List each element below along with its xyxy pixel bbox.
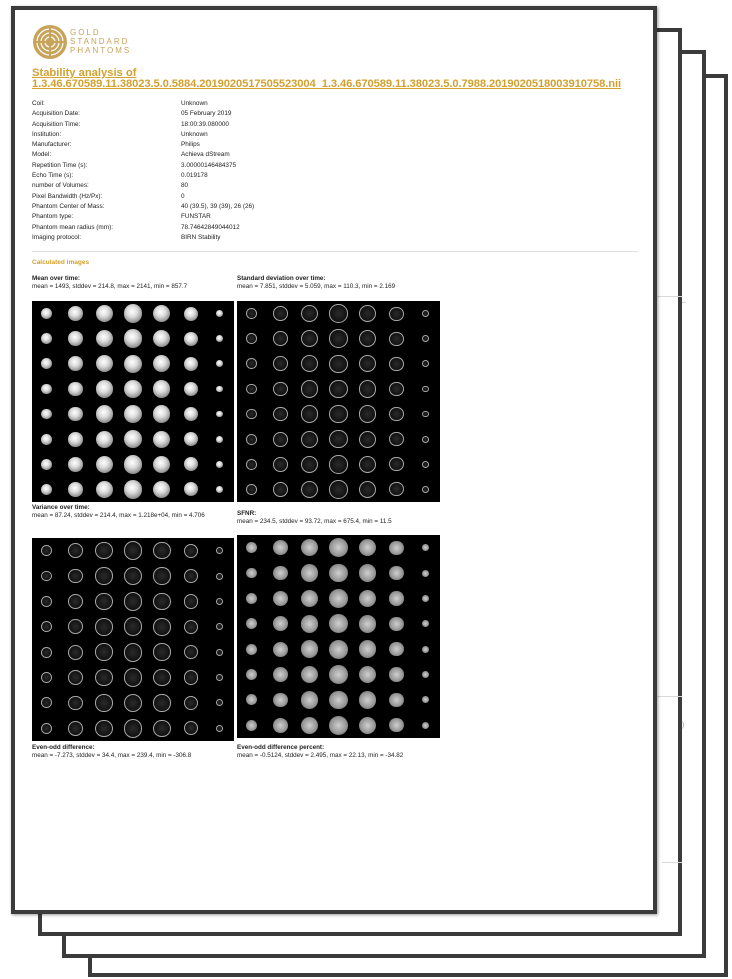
- slice-tile: [389, 332, 403, 346]
- title-line-1: Stability analysis of: [32, 67, 137, 79]
- slice-tile: [96, 380, 113, 397]
- slice-tile: [359, 456, 376, 473]
- slice-tile: [273, 382, 288, 397]
- slice-tile: [124, 617, 143, 636]
- sfnr-image: [237, 535, 440, 738]
- slice-tile: [68, 407, 83, 422]
- metadata-key: Pixel Bandwidth (Hz/Px):: [32, 192, 103, 200]
- slice-tile: [124, 567, 143, 586]
- slice-tile: [68, 619, 83, 634]
- metadata-value: 05 February 2019: [181, 110, 232, 118]
- metadata-value: Unknown: [181, 130, 208, 138]
- slice-tile: [273, 331, 288, 346]
- slice-tile: [41, 596, 52, 607]
- slice-tile: [246, 593, 257, 604]
- slice-tile: [68, 306, 83, 321]
- slice-tile: [359, 330, 376, 347]
- slice-tile: [216, 598, 223, 605]
- slice-tile: [329, 430, 348, 449]
- metadata-value: Achieva dStream: [181, 151, 230, 159]
- slice-tile: [153, 305, 170, 322]
- metadata-value: 80: [181, 182, 189, 190]
- metadata-key: number of Volumes:: [32, 182, 89, 190]
- slice-tile: [153, 456, 170, 473]
- slice-tile: [95, 618, 112, 635]
- logo-line-1: GOLD: [70, 28, 101, 37]
- slice-tile: [389, 482, 403, 496]
- section-divider: [32, 251, 638, 252]
- metadata-value: Philips: [181, 141, 200, 149]
- slice-tile: [68, 543, 83, 558]
- slice-tile: [301, 615, 318, 632]
- slice-tile: [41, 484, 52, 495]
- slice-tile: [68, 721, 83, 736]
- slice-tile: [153, 330, 170, 347]
- evenodd-stats: mean = -7.273, stddev = 34.4, max = 239.4, min = -306.8: [32, 751, 192, 759]
- slice-tile: [216, 411, 223, 418]
- slice-tile: [153, 694, 170, 711]
- slice-tile: [273, 306, 288, 321]
- slice-tile: [68, 382, 83, 397]
- metadata-value: 0.019178: [181, 172, 208, 180]
- slice-tile: [124, 541, 143, 560]
- slice-tile: [124, 380, 143, 399]
- slice-tile: [124, 719, 143, 738]
- slice-tile: [184, 307, 198, 321]
- slice-tile: [153, 669, 170, 686]
- slice-tile: [422, 461, 429, 468]
- slice-tile: [246, 434, 257, 445]
- slice-tile: [246, 720, 257, 731]
- slice-tile: [246, 459, 257, 470]
- slice-tile: [359, 717, 376, 734]
- slice-tile: [216, 573, 223, 580]
- slice-tile: [422, 335, 429, 342]
- variance-stats: mean = 87.24, stddev = 214.4, max = 1.218e+04, min = 4.706: [32, 511, 205, 519]
- slice-tile: [153, 431, 170, 448]
- slice-tile: [41, 672, 52, 683]
- slice-tile: [301, 717, 318, 734]
- slice-tile: [124, 355, 143, 374]
- slice-tile: [273, 407, 288, 422]
- slice-tile: [246, 644, 257, 655]
- slice-tile: [359, 431, 376, 448]
- slice-tile: [216, 360, 223, 367]
- slice-tile: [184, 620, 198, 634]
- slice-tile: [184, 482, 198, 496]
- slice-tile: [246, 568, 257, 579]
- slice-tile: [96, 481, 113, 498]
- stddev-stats: mean = 7.851, stddev = 5.059, max = 110.3, min = 2.169: [237, 282, 396, 290]
- slice-tile: [422, 646, 429, 653]
- slice-tile: [359, 355, 376, 372]
- metadata-key: Manufacturer:: [32, 141, 72, 149]
- slice-tile: [68, 696, 83, 711]
- slice-tile: [329, 538, 348, 557]
- slice-tile: [41, 459, 52, 470]
- slice-tile: [422, 544, 429, 551]
- slice-tile: [422, 411, 429, 418]
- slice-tile: [184, 357, 198, 371]
- metadata-key: Phantom mean radius (mm):: [32, 223, 113, 231]
- section-heading: Calculated images: [32, 259, 90, 266]
- slice-tile: [301, 539, 318, 556]
- metadata-value: FUNSTAR: [181, 213, 211, 221]
- slice-tile: [124, 592, 143, 611]
- metadata-value: 3.00000146484375: [181, 161, 237, 169]
- slice-tile: [95, 720, 112, 737]
- slice-tile: [153, 542, 170, 559]
- evenodd-label: Even-odd difference:: [32, 744, 95, 751]
- slice-tile: [422, 386, 429, 393]
- slice-tile: [301, 305, 318, 322]
- slice-tile: [329, 640, 348, 659]
- slice-tile: [41, 333, 52, 344]
- metadata-key: Imaging protocol:: [32, 233, 82, 241]
- slice-tile: [329, 665, 348, 684]
- slice-tile: [246, 384, 257, 395]
- slice-tile: [41, 434, 52, 445]
- slice-tile: [184, 332, 198, 346]
- slice-tile: [422, 570, 429, 577]
- slice-tile: [216, 386, 223, 393]
- slice-tile: [359, 590, 376, 607]
- slice-tile: [216, 436, 223, 443]
- slice-tile: [329, 304, 348, 323]
- slice-tile: [68, 482, 83, 497]
- slice-tile: [41, 571, 52, 582]
- slice-tile: [246, 694, 257, 705]
- slice-tile: [216, 335, 223, 342]
- slice-tile: [41, 384, 52, 395]
- slice-tile: [246, 618, 257, 629]
- slice-tile: [95, 669, 112, 686]
- slice-tile: [329, 455, 348, 474]
- slice-tile: [246, 484, 257, 495]
- slice-tile: [216, 699, 223, 706]
- slice-tile: [184, 721, 198, 735]
- slice-tile: [273, 616, 288, 631]
- slice-tile: [41, 621, 52, 632]
- metadata-key: Repetition Time (s):: [32, 161, 88, 169]
- slice-tile: [359, 481, 376, 498]
- metadata-value: 18:00:39.080000: [181, 120, 229, 128]
- slice-tile: [68, 670, 83, 685]
- slice-tile: [124, 455, 143, 474]
- stddev-label: Standard deviation over time:: [237, 275, 326, 282]
- slice-tile: [329, 691, 348, 710]
- slice-tile: [41, 697, 52, 708]
- slice-tile: [246, 308, 257, 319]
- slice-tile: [68, 432, 83, 447]
- slice-tile: [184, 432, 198, 446]
- metadata-value: BIRN Stability: [181, 233, 221, 241]
- slice-tile: [273, 718, 288, 733]
- slice-tile: [96, 305, 113, 322]
- slice-tile: [273, 432, 288, 447]
- slice-tile: [389, 307, 403, 321]
- slice-tile: [153, 567, 170, 584]
- evenodd-caption: [32, 744, 232, 759]
- slice-tile: [153, 720, 170, 737]
- slice-tile: [389, 693, 403, 707]
- slice-tile: [216, 649, 223, 656]
- metadata-key: Acquisition Time:: [32, 120, 81, 128]
- title-line-2: 1.3.46.670589.11.38023.5.0.5884.2019020517505523004_1.3.46.670589.11.38023.5.0.7988.2019020518003910758.nii: [32, 78, 622, 90]
- slice-tile: [184, 696, 198, 710]
- slice-tile: [359, 305, 376, 322]
- slice-tile: [153, 593, 170, 610]
- slice-tile: [96, 431, 113, 448]
- slice-tile: [96, 355, 113, 372]
- metadata-key: Coil:: [32, 100, 45, 107]
- variance-image: [32, 538, 234, 741]
- slice-tile: [153, 643, 170, 660]
- slice-tile: [389, 407, 403, 421]
- slice-tile: [389, 642, 403, 656]
- slice-tile: [246, 542, 257, 553]
- variance-label: Variance over time:: [32, 504, 90, 511]
- slice-tile: [216, 725, 223, 732]
- sfnr-caption: [237, 510, 437, 525]
- slice-tile: [124, 405, 143, 424]
- slice-tile: [216, 623, 223, 630]
- mean-label: Mean over time:: [32, 275, 80, 282]
- slice-tile: [124, 668, 143, 687]
- metadata-key: Echo Time (s):: [32, 172, 74, 180]
- slice-tile: [301, 481, 318, 498]
- slice-tile: [153, 405, 170, 422]
- evenodd-percent-label: Even-odd difference percent:: [237, 744, 325, 751]
- slice-tile: [301, 640, 318, 657]
- slice-tile: [68, 594, 83, 609]
- slice-tile: [359, 691, 376, 708]
- slice-tile: [153, 481, 170, 498]
- slice-tile: [422, 360, 429, 367]
- slice-tile: [389, 357, 403, 371]
- slice-tile: [216, 461, 223, 468]
- slice-tile: [273, 566, 288, 581]
- slice-tile: [359, 539, 376, 556]
- slice-tile: [216, 486, 223, 493]
- metadata-key: Phantom type:: [32, 213, 74, 221]
- slice-tile: [68, 645, 83, 660]
- slice-tile: [301, 456, 318, 473]
- slice-tile: [422, 436, 429, 443]
- slice-tile: [422, 671, 429, 678]
- slice-tile: [301, 431, 318, 448]
- slice-tile: [273, 482, 288, 497]
- slice-tile: [359, 640, 376, 657]
- slice-tile: [273, 667, 288, 682]
- slice-tile: [68, 331, 83, 346]
- slice-tile: [124, 480, 143, 499]
- slice-tile: [329, 329, 348, 348]
- slice-tile: [389, 718, 403, 732]
- slice-tile: [422, 620, 429, 627]
- metadata-value: 40 (39.5), 39 (39), 26 (26): [181, 202, 255, 210]
- slice-tile: [422, 486, 429, 493]
- slice-tile: [329, 480, 348, 499]
- slice-tile: [329, 355, 348, 374]
- slice-tile: [153, 618, 170, 635]
- slice-tile: [184, 670, 198, 684]
- slice-tile: [329, 405, 348, 424]
- slice-tile: [216, 674, 223, 681]
- slice-tile: [329, 380, 348, 399]
- slice-tile: [329, 564, 348, 583]
- metadata-key: Phantom Center of Mass:: [32, 202, 105, 210]
- slice-tile: [184, 407, 198, 421]
- slice-tile: [68, 356, 83, 371]
- slice-tile: [153, 355, 170, 372]
- slice-tile: [301, 355, 318, 372]
- slice-tile: [301, 666, 318, 683]
- slice-tile: [301, 330, 318, 347]
- slice-tile: [329, 716, 348, 735]
- slice-tile: [41, 545, 52, 556]
- slice-tile: [273, 356, 288, 371]
- slice-tile: [216, 310, 223, 317]
- evenodd-percent-caption: [237, 744, 437, 759]
- slice-tile: [124, 304, 143, 323]
- sfnr-label: SFNR:: [237, 510, 257, 517]
- slice-tile: [184, 594, 198, 608]
- mean-image: [32, 301, 234, 502]
- logo-line-3: PHANTOMS: [70, 46, 132, 55]
- metadata-value: 0: [181, 192, 185, 200]
- metadata-key: Model:: [32, 151, 52, 159]
- slice-tile: [95, 542, 112, 559]
- metadata-key: Acquisition Date:: [32, 110, 80, 118]
- slice-tile: [68, 457, 83, 472]
- slice-tile: [273, 591, 288, 606]
- slice-tile: [273, 693, 288, 708]
- slice-tile: [246, 358, 257, 369]
- slice-tile: [389, 541, 403, 555]
- metadata-value: Unknown: [181, 100, 208, 107]
- mean-caption: [32, 275, 232, 290]
- slice-tile: [329, 614, 348, 633]
- sfnr-stats: mean = 234.5, stddev = 93.72, max = 675.4, min = 11.5: [237, 517, 392, 525]
- slice-tile: [184, 457, 198, 471]
- slice-tile: [301, 590, 318, 607]
- slice-tile: [389, 382, 403, 396]
- stddev-caption: [237, 275, 437, 290]
- slice-tile: [273, 457, 288, 472]
- slice-tile: [246, 669, 257, 680]
- slice-tile: [389, 591, 403, 605]
- slice-tile: [184, 544, 198, 558]
- report-title: [32, 68, 652, 90]
- edge-rule: [662, 862, 682, 863]
- slice-tile: [95, 567, 112, 584]
- slice-tile: [41, 358, 52, 369]
- logo: [32, 24, 162, 64]
- slice-tile: [389, 432, 403, 446]
- slice-tile: [273, 540, 288, 555]
- slice-tile: [389, 457, 403, 471]
- slice-tile: [95, 643, 112, 660]
- slice-tile: [301, 405, 318, 422]
- slice-tile: [184, 382, 198, 396]
- slice-tile: [41, 308, 52, 319]
- slice-tile: [329, 589, 348, 608]
- slice-tile: [153, 380, 170, 397]
- slice-tile: [389, 566, 403, 580]
- slice-tile: [359, 666, 376, 683]
- slice-tile: [41, 723, 52, 734]
- logo-line-2: STANDARD: [70, 37, 130, 46]
- slice-tile: [96, 405, 113, 422]
- slice-tile: [422, 595, 429, 602]
- evenodd-percent-stats: mean = -0.5124, stddev = 2.495, max = 22.13, min = -34.82: [237, 751, 404, 759]
- variance-caption: [32, 504, 222, 519]
- slice-tile: [301, 564, 318, 581]
- edge-marker: ): [682, 722, 685, 729]
- slice-tile: [95, 694, 112, 711]
- slice-tile: [389, 617, 403, 631]
- slice-tile: [216, 547, 223, 554]
- gold-standard-phantoms-logo-icon: [32, 24, 68, 60]
- stddev-image: [237, 301, 440, 502]
- slice-tile: [68, 569, 83, 584]
- metadata-value: 78.74642849044012: [181, 223, 240, 231]
- logo-wordmark: [70, 28, 131, 55]
- slice-tile: [95, 593, 112, 610]
- slice-tile: [359, 615, 376, 632]
- slice-tile: [41, 647, 52, 658]
- slice-tile: [124, 643, 143, 662]
- slice-tile: [41, 409, 52, 420]
- slice-tile: [359, 564, 376, 581]
- mean-stats: mean = 1493, stddev = 214.8, max = 2141, min = 857.7: [32, 282, 188, 290]
- metadata-key: Institution:: [32, 130, 62, 138]
- slice-tile: [359, 405, 376, 422]
- slice-tile: [246, 409, 257, 420]
- slice-tile: [184, 569, 198, 583]
- slice-tile: [301, 380, 318, 397]
- slice-tile: [96, 330, 113, 347]
- slice-tile: [301, 691, 318, 708]
- slice-tile: [359, 380, 376, 397]
- slice-tile: [422, 722, 429, 729]
- slice-tile: [389, 667, 403, 681]
- slice-tile: [96, 456, 113, 473]
- slice-tile: [273, 642, 288, 657]
- slice-tile: [422, 696, 429, 703]
- slice-tile: [422, 310, 429, 317]
- slice-tile: [124, 329, 143, 348]
- slice-tile: [124, 694, 143, 713]
- slice-tile: [246, 333, 257, 344]
- slice-tile: [184, 645, 198, 659]
- slice-tile: [124, 430, 143, 449]
